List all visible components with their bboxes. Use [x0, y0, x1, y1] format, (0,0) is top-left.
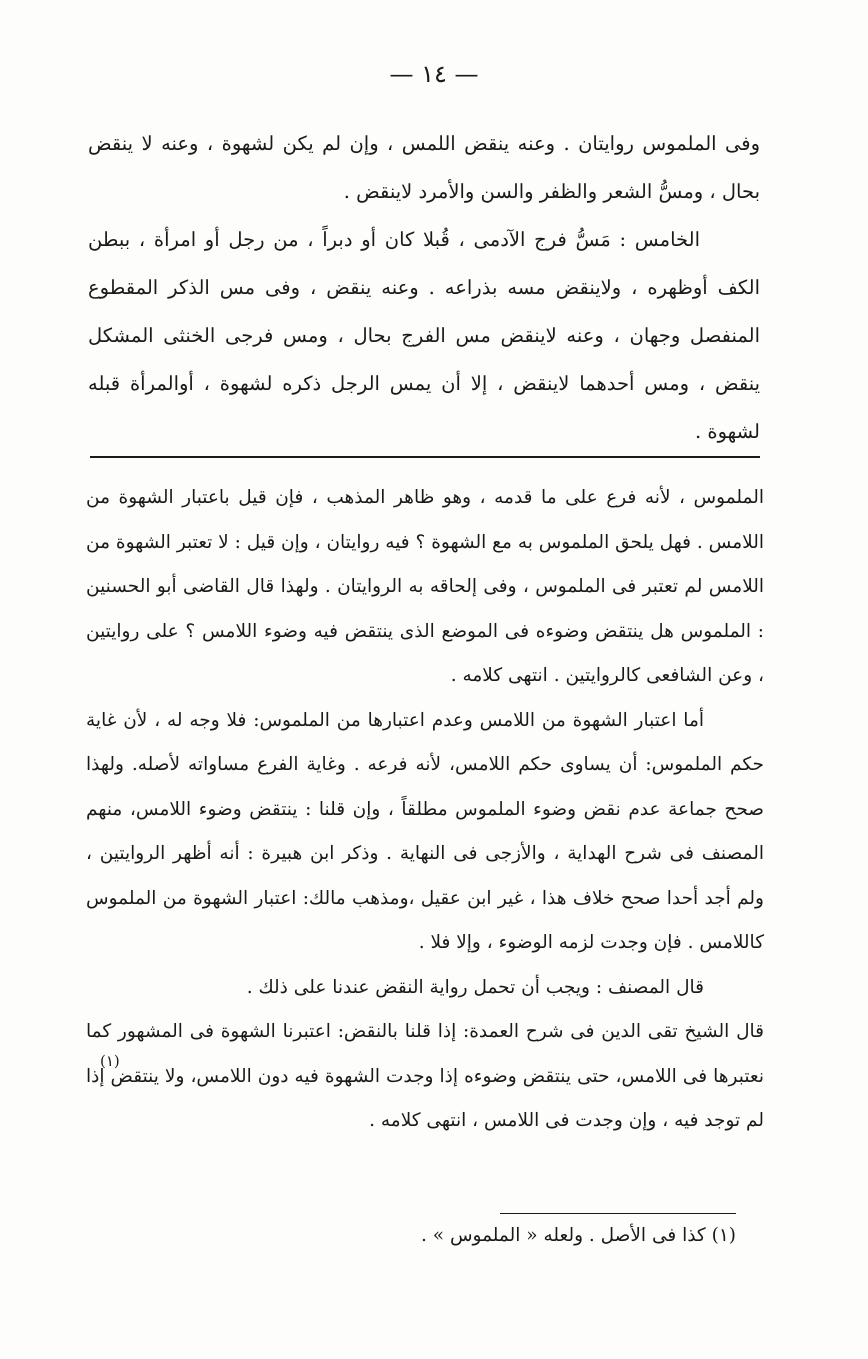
commentary-paragraph-2 — [86, 699, 764, 966]
text-line: لا ينقض بحال ، ومسُّ الشعر والظفر والسن والأمرد لاينقض . — [88, 132, 760, 203]
commentary-paragraph-3 — [86, 966, 764, 1011]
text-line: حكم الملموس: أن يساوى حكم اللامس، لأنه فرعه . وغاية الفرع مساواته لأصله. ولهذا — [86, 754, 764, 775]
text-line: المشكل ينقض ، ومس أحدهما لاينقض ، إلا أن يمس الرجل ذكره لشهوة ، أوالمرأة — [88, 324, 761, 395]
text-line: قال المصنف : ويجب أن تحمل رواية النقض عندنا على ذلك . — [246, 976, 704, 998]
page-number: — ١٤ — — [389, 60, 479, 88]
text-line: اعتبار الشهوة من الملموس كاللامس . فإن وجدت لزمه الوضوء ، وإلا فلا . — [86, 887, 764, 953]
text-line: قبله لشهوة . — [88, 372, 760, 443]
footnote-separator-rule — [500, 1213, 736, 1214]
text-line: ببطن الكف أوظهره ، ولاينقض مسه بذراعه . وعنه ينقض ، وفى مس الذكر — [88, 228, 760, 299]
text-line: من اللامس . فهل يلحق الملموس به مع الشهوة ؟ فيه روايتان ، وإن قيل : — [86, 487, 764, 553]
text-line: كما نعتبرها فى اللامس، حتى ينتقض وضوءه إذا وجدت الشهوة فيه دون اللامس، — [86, 1021, 764, 1087]
text-line: قال القاضى أبو الحسنين : الملموس هل ينتقض وضوءه فى الموضع الذى ينتقض — [86, 576, 765, 642]
text-line: أظهر الروايتين ، ولم أجد أحدا صحح خلاف هذا ، غير ابن عقيل ،ومذهب مالك: — [86, 843, 764, 909]
footnote-marker: (١) — [100, 1052, 120, 1070]
text-line: المقطوع المنفصل وجهان ، وعنه لاينقض مس الفرج بحال ، ومس فرجى الخنثى — [88, 276, 760, 347]
text-line: صحح جماعة عدم نقض وضوء الملموس مطلقاً ، وإن قلنا : ينتقض وضوء اللامس، — [129, 798, 764, 820]
commentary-paragraph-1 — [86, 476, 764, 699]
text-line: منهم المصنف فى شرح الهداية ، والأزجى فى النهاية . وذكر ابن هبيرة : أنه — [86, 798, 764, 864]
text-line: ولا ينتقض إذا لم توجد فيه ، وإن وجدت فى اللامس ، انتهى كلامه . — [86, 1065, 764, 1131]
main-text — [88, 120, 760, 456]
text-line: الخامس : مَسُّ فرج الآدمى ، قُبلا كان أو دبراً ، من رجل أو امرأة ، — [138, 228, 700, 251]
text-line: لا تعتبر الشهوة من اللامس لم تعتبر فى الملموس ، وفى إلحاقه به الروايتان . ولهذا — [86, 531, 765, 597]
text-line: أما اعتبار الشهوة من اللامس وعدم اعتبارها من الملموس: فلا وجه له ، لأن غاية — [86, 709, 704, 731]
text-line: الملموس ، لأنه فرع على ما قدمه ، وهو ظاهر المذهب ، فإن قيل باعتبار الشهوة — [118, 487, 764, 508]
commentary-text — [86, 476, 764, 1144]
footnote: (١) كذا فى الأصل . ولعله « الملموس » . — [421, 1225, 736, 1246]
main-separator-rule — [90, 456, 760, 458]
text-line: فيه وضوء اللامس ؟ على روايتين ، وعن الشافعى كالروايتين . انتهى كلامه . — [86, 620, 764, 686]
main-paragraph-2 — [88, 216, 760, 456]
main-paragraph-1 — [88, 120, 760, 216]
text-line: قال الشيخ تقى الدين فى شرح العمدة: إذا قلنا بالنقض: اعتبرنا الشهوة فى المشهور — [117, 1021, 764, 1042]
text-line: وفى الملموس روايتان . وعنه ينقض اللمس ، وإن لم يكن لشهوة ، وعنه — [161, 132, 761, 155]
commentary-paragraph-4 — [86, 1010, 764, 1144]
